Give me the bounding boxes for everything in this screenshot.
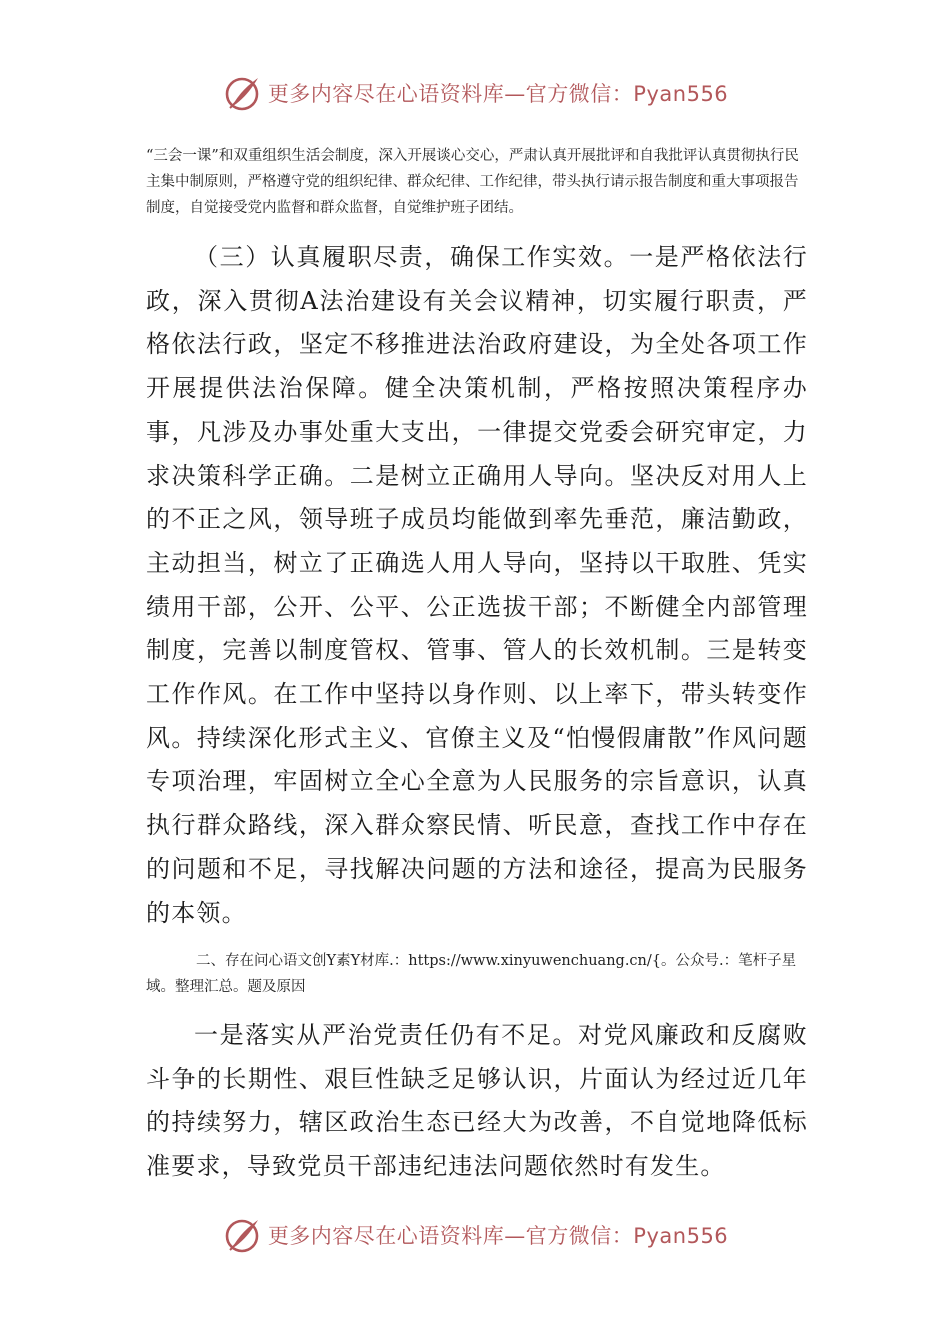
- section-three-paragraph: （三）认真履职尽责，确保工作实效。一是严格依法行政，深入贯彻A法治建设有关会议精神，切实履行职责，严格依法行政，坚定不移推进法治政府建设，为全处各项工作开展提供法治保障。健全决策机制，严格按照决策程序办事，凡涉及办事处重大支出，一律提交党委会研究审定，力求决策科学正确。二是树立正确用人导向。坚决反对用人上的不正之风，领导班子成员均能做到率先垂范，廉洁勤政，主动担当，树立了正确选人用人导向，坚持以干取胜、凭实绩用干部，公开、公平、公正选拔干部；不断健全内部管理制度，完善以制度管权、管事、管人的长效机制。三是转变工作作风。在工作中坚持以身作则、以上率下，带头转变作风。持续深化形式主义、官僚主义及“怕慢假庸散”作风问题专项治理，牢固树立全心全意为人民服务的宗旨意识，认真执行群众路线，深入群众察民情、听民意，查找工作中存在的问题和不足，寻找解决问题的方法和途径，提高为民服务的本领。: [146, 243, 808, 927]
- point-one-paragraph: 一是落实从严治党责任仍有不足。对党风廉政和反腐败斗争的长期性、艰巨性缺乏足够认识，片面认为经过近几年的持续努力，辖区政治生态已经大为改善，不自觉地降低标准要求，导致党员干部违纪违法问题依然时有发生。: [146, 1021, 808, 1181]
- intro-paragraph: “三会一课”和双重组织生活会制度，深入开展谈心交心，严肃认真开展批评和自我批评认真贯彻执行民主集中制原则，严格遵守党的组织纪律、群众纪律、工作纪律，带头执行请示报告制度和重大事项报告制度，自觉接受党内监督和群众监督，自觉维护班子团结。: [146, 148, 799, 216]
- footer-banner-text: 更多内容尽在心语资料库—官方微信：Pyan556: [267, 1224, 729, 1248]
- footer-banner: [0, 1210, 950, 1260]
- section-two-heading: 二、存在问心语文创Y素Y材库.：https://www.xinyuwenchuang.cn/{。公众号.：笔杆子星域。整理汇总。题及原因: [146, 953, 797, 995]
- quill-logo-icon: [222, 72, 264, 114]
- header-banner-text: 更多内容尽在心语资料库—官方微信：Pyan556: [267, 82, 729, 106]
- header-banner: [0, 68, 950, 118]
- quill-logo-icon: [222, 1214, 264, 1256]
